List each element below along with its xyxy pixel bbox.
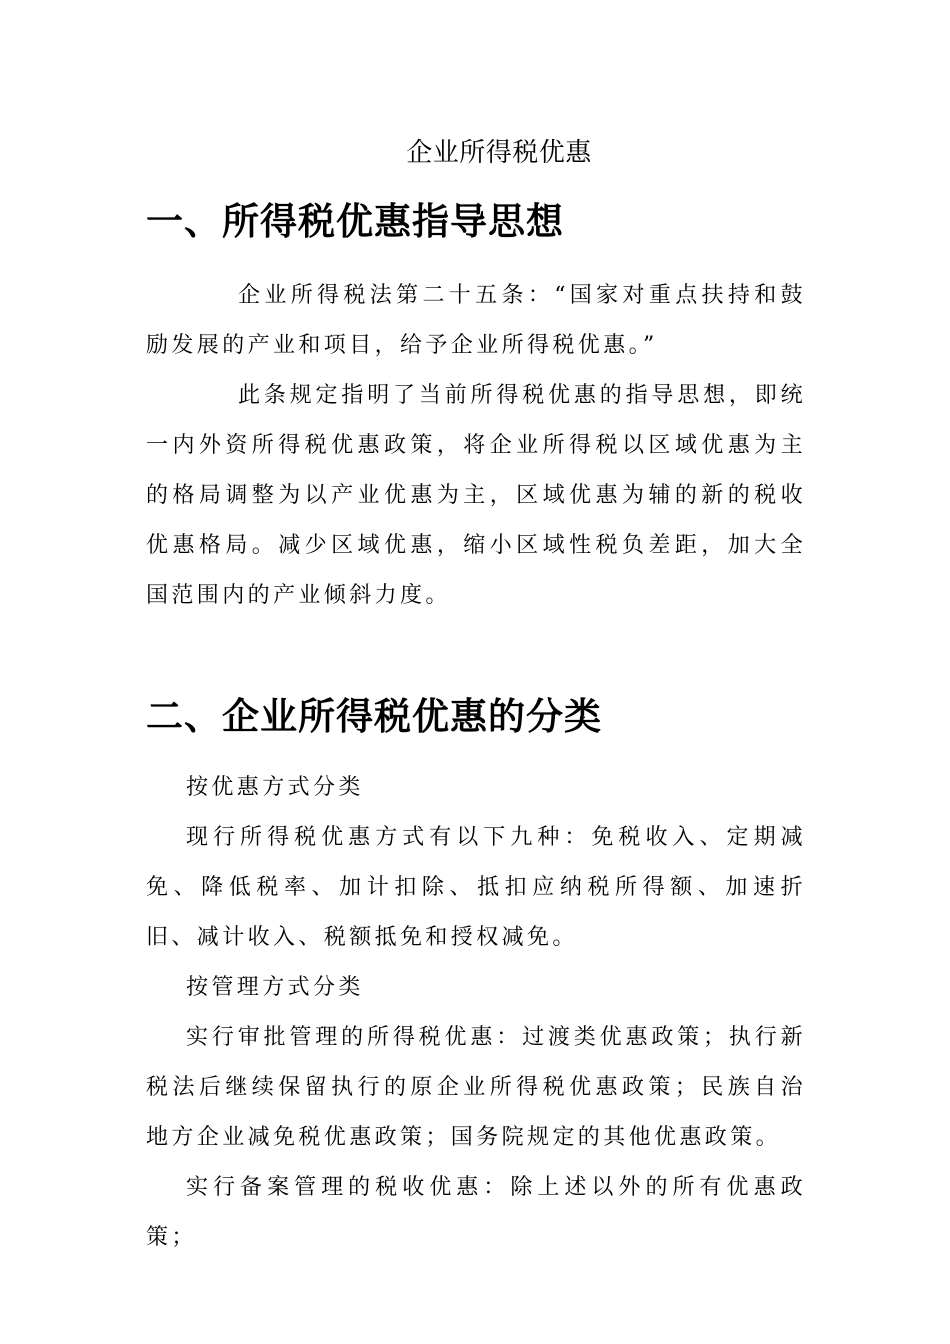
document-title: 企业所得税优惠 <box>406 138 592 168</box>
paragraph-nine-methods: 现行所得税优惠方式有以下九种：免税收入、定期减免、降低税率、加计扣除、抵扣应纳税所得额、加速折旧、减计收入、税额抵免和授权减免。 <box>146 825 806 950</box>
section-heading-guiding-principle: 一、所得税优惠指导思想 <box>146 200 564 243</box>
paragraph-approval-management: 实行审批管理的所得税优惠：过渡类优惠政策；执行新税法后继续保留执行的原企业所得税优惠政策；民族自治地方企业减免税优惠政策；国务院规定的其他优惠政策。 <box>146 1025 806 1150</box>
paragraph-filing-management: 实行备案管理的税收优惠：除上述以外的所有优惠政策； <box>146 1175 806 1250</box>
section-heading-classification: 二、企业所得税优惠的分类 <box>146 695 602 738</box>
paragraph-principle-explanation: 此条规定指明了当前所得税优惠的指导思想，即统一内外资所得税优惠政策，将企业所得税以区域优惠为主的格局调整为以产业优惠为主，区域优惠为辅的新的税收优惠格局。减少区域优惠，缩小区域性税负差距，加大全国范围内的产业倾斜力度。 <box>146 383 806 608</box>
subheading-by-method: 按优惠方式分类 <box>186 775 364 800</box>
subheading-by-management: 按管理方式分类 <box>186 975 364 1000</box>
paragraph-law-article: 企业所得税法第二十五条：“国家对重点扶持和鼓励发展的产业和项目，给予企业所得税优惠。” <box>146 283 806 358</box>
